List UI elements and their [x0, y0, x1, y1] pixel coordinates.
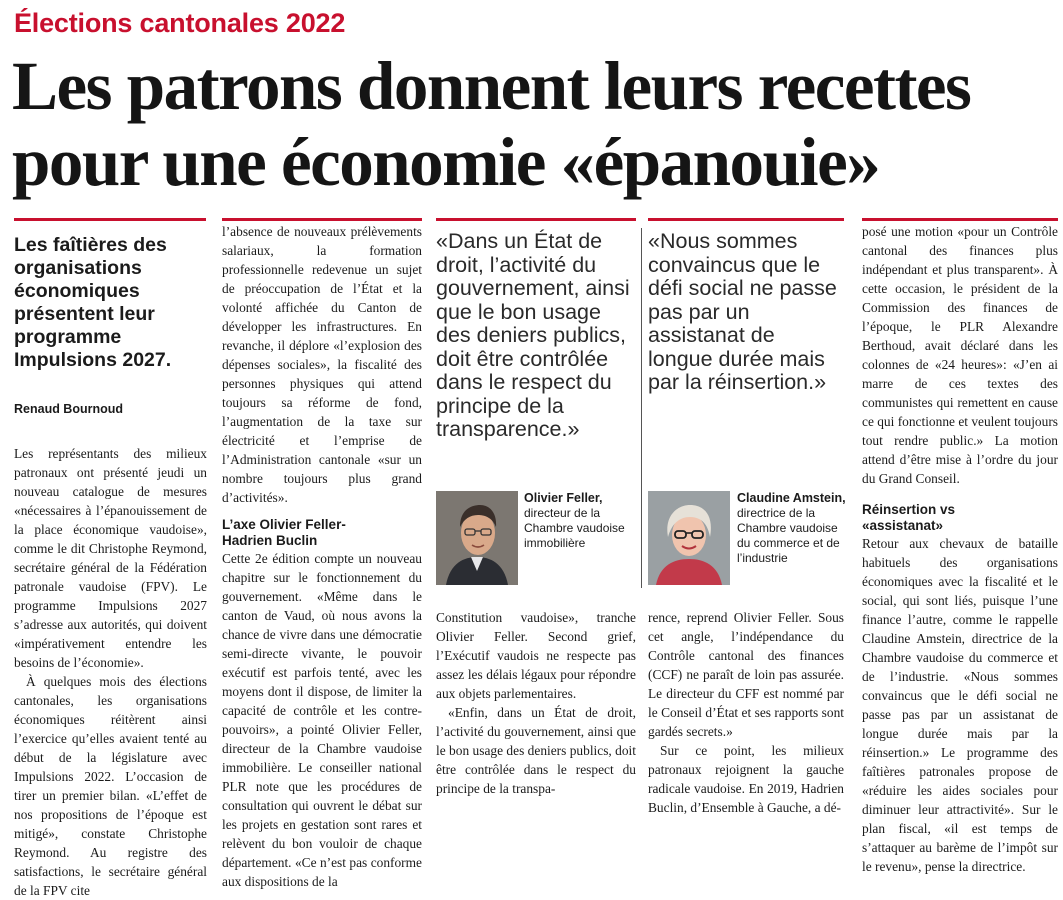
paragraph: Constitution vaudoise», tranche Olivier Feller. Second grief, l’Exécutif vaudois ne respecte pas assez les délais légaux pour répondre aux objets parlementaires. — [436, 610, 636, 701]
lead-paragraph: Les faîtières des organisations économiques présentent leur programme Impulsions 2027. — [14, 234, 172, 371]
caption-olivier-feller — [524, 491, 634, 551]
column-1 — [14, 234, 207, 898]
lead-rule — [14, 218, 206, 221]
paragraph: «Enfin, dans un État de droit, l’activité du gouvernement, ainsi que le bon usage des deniers publics, doit être contrôlée dans le respect du principe de la transpa- — [436, 705, 636, 796]
column-4-body — [648, 608, 844, 817]
paragraph: Retour aux chevaux de bataille habituels des organisations économiques avec la fiscalité et le social, qui sont liés, puisque l’une finance l’autre, comme le rappelle Claudine Amstein, directrice de la Chambre vaudoise du commerce et de l’industrie. «Nous sommes convaincus que le défi social ne passe pas par un assistanat de longue durée mais par la réinsertion.» Le programme des faîtières patronales propose de «réduire les aides sociales pour diminuer leur attractivité». Sur le plan fiscal, «il est temps de s’attaquer au barème de l’impôt sur le revenu», pense la directrice. — [862, 536, 1058, 874]
column-3-body — [436, 608, 636, 798]
caption-name: Claudine Amstein, — [737, 491, 846, 505]
column-3 — [436, 608, 636, 802]
paragraph: Les représentants des milieux patronaux ont présenté jeudi un nouveau catalogue de mesures «nécessaires à l’épanouissement de la place économique vaudoise», comme le dit Christophe Reymond, secrétaire général de la Fédération patronale vaudoise (FPV). Le programme Impulsions 2027 s’adresse aux autorités, qui doivent «impérativement entendre les besoins de l’économie». — [14, 446, 207, 670]
caption-role: directrice de la Chambre vaudoise du commerce et de l’industrie — [737, 506, 840, 565]
portrait-claudine-amstein — [648, 491, 730, 585]
caption-claudine-amstein — [737, 491, 847, 566]
caption-role: directeur de la Chambre vaudoise immobilière — [524, 506, 625, 550]
paragraph: Sur ce point, les milieux patronaux rejoignent la gauche radicale vaudoise. En 2019, Hadrien Buclin, d’Ensemble à Gauche, a dé- — [648, 743, 844, 815]
column-1-body — [14, 444, 207, 900]
column-rule-4 — [648, 218, 844, 221]
pull-quote-1 — [436, 230, 632, 480]
portrait-olivier-feller — [436, 491, 518, 585]
byline: Renaud Bournoud — [14, 402, 124, 416]
pull-quote-2 — [648, 230, 844, 480]
quote-divider — [641, 228, 642, 588]
portrait-claudine-amstein-image — [648, 491, 730, 585]
column-5-body-bottom — [862, 534, 1058, 876]
column-5-body-top — [862, 222, 1058, 488]
section-rubric: Élections cantonales 2022 — [14, 8, 346, 38]
subhead-reinsertion: Réinsertion vs «assistanat» — [862, 502, 956, 533]
paragraph: posé une motion «pour un Contrôle cantonal des finances plus indépendant et plus transparent». À cette occasion, le président de la Commission des finances de l’époque, le PLR Alexandre Berthoud, avait déclaré dans les colonnes de «24 heures»: «J’en ai marre de ces textes des communistes qui remettent en cause ce qui fonctionne et veulent toujours tout rendre public.» La motion attend d’être mise à l’ordre du jour du Grand Conseil. — [862, 224, 1058, 486]
column-rule-2 — [222, 218, 422, 221]
paragraph: l’absence de nouveaux prélèvements salariaux, la formation professionnelle redevenue un sujet de préoccupation de l’État et la volonté affichée du Canton de développer les infrastructures. En revanche, il déplore «l’explosion des dépenses sociales», la fiscalité des personnes physiques qui attend toujours sa réforme de fond, l’augmentation de la taxe sur électricité et l’emprise de l’Administration cantonale «sur un nombre toujours plus grand d’activités». — [222, 224, 422, 505]
column-2 — [222, 222, 422, 889]
paragraph: À quelques mois des élections cantonales, les organisations économiques réitèrent ainsi l’exercice qu’elles avaient tenté au début de la législature avec Impulsions 2022. L’occasion de tirer un premier bilan. «L’effet de nos propositions de l’époque est mitigé», constate Christophe Reymond. Au registre des satisfactions, le secrétaire général de la FPV cite — [14, 674, 207, 898]
column-rule-5 — [862, 218, 1058, 221]
caption-name: Olivier Feller, — [524, 491, 603, 505]
headline-line-1: Les patrons donnent leurs recettes — [12, 48, 971, 124]
column-5 — [862, 222, 1058, 874]
subhead-axe: L’axe Olivier Feller-Hadrien Buclin — [222, 517, 346, 548]
column-2-body-bottom — [222, 549, 422, 891]
pull-quote-2-text: «Nous sommes convaincus que le défi social ne passe pas par un assistanat de longue durée mais par la réinsertion.» — [648, 229, 837, 394]
headline — [12, 48, 1057, 200]
pull-quote-1-text: «Dans un État de droit, l’activité du gouvernement, ainsi que le bon usage des deniers publics, doit être contrôlée dans le respect du principe de la transparence.» — [436, 229, 630, 441]
headline-line-2: pour une économie «épanouie» — [12, 124, 880, 200]
column-2-body-top — [222, 222, 422, 507]
portrait-olivier-feller-image — [436, 491, 518, 585]
column-4 — [648, 608, 844, 815]
paragraph: Cette 2e édition compte un nouveau chapitre sur le fonctionnement du gouvernement. «Même dans le canton de Vaud, où nous avons la chance de vivre dans une démocratie semi-directe vivante, le pouvoir exécutif est parfois tenté, avec les moyens dont il dispose, de limiter la capacité de contrôle et les contre-pouvoirs», a pointé Olivier Feller, directeur de la Chambre vaudoise immobilière. Le conseiller national PLR note que les procédures de consultation qui ouvrent le débat sur les projets en gestation sont rares et relèvent du bon vouloir de chaque département. «Ce n’est pas conforme aux dispositions de la — [222, 551, 422, 889]
paragraph: rence, reprend Olivier Feller. Sous cet angle, l’indépendance du Contrôle cantonal des finances (CCF) ne paraît de loin pas assurée. Le directeur du CFF est nommé par le Conseil d’État et ses rapports sont gardés secrets.» — [648, 610, 844, 739]
column-rule-3 — [436, 218, 636, 221]
